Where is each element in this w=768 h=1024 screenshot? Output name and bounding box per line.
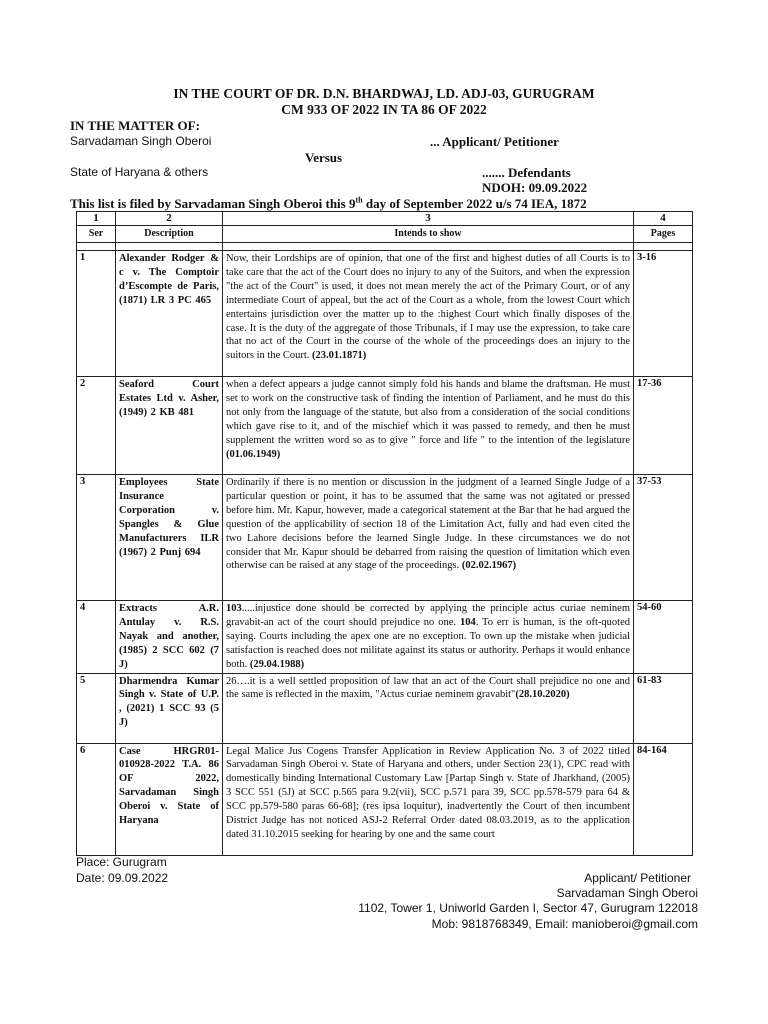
row-description: Employees State Insurance Corporation v. Spangles & Glue Manufacturers ILR (1967) 2 Punj 694 <box>116 475 223 601</box>
row-pages: 37-53 <box>634 475 693 601</box>
filing-statement: This list is filed by Sarvadaman Singh Oberoi this 9th day of September 2022 u/s 74 IEA, 1872 <box>70 195 587 211</box>
footer-date: Date: 09.09.2022 <box>76 871 169 885</box>
row-date: (01.06.1949) <box>226 448 281 460</box>
column-header-intent: Intends to show <box>223 226 634 243</box>
row-ser: 2 <box>77 377 116 475</box>
column-number-row <box>77 212 693 226</box>
footer-role: Applicant/ Petitioner <box>584 871 691 885</box>
spacer-row <box>77 243 693 251</box>
table-row <box>77 377 693 475</box>
row-date: (02.02.1967) <box>459 560 517 572</box>
row-ser: 6 <box>77 743 116 855</box>
row-ser: 4 <box>77 601 116 674</box>
row-description: Case HRGR01-010928-2022 T.A. 86 OF 2022, Sarvadaman Singh Oberoi v. State of Haryana <box>116 743 223 855</box>
case-number: CM 933 OF 2022 IN TA 86 OF 2022 <box>281 102 487 117</box>
row-ser: 5 <box>77 673 116 743</box>
column-header-ser: Ser <box>77 226 116 243</box>
table-row <box>77 475 693 601</box>
table-row <box>77 673 693 743</box>
matter-label: IN THE MATTER OF: <box>70 118 200 133</box>
row-ser: 1 <box>77 251 116 377</box>
column-number: 2 <box>116 212 223 226</box>
row-date: (29.04.1988) <box>247 658 305 670</box>
column-header-pages: Pages <box>634 226 693 243</box>
defendant-role: ....... Defendants <box>482 165 571 180</box>
documents-table <box>76 211 693 856</box>
row-date: (23.01.1871) <box>309 350 367 362</box>
row-pages: 84-164 <box>634 743 693 855</box>
footer-contact: Mob: 9818768349, Email: manioberoi@gmail.com <box>431 917 698 931</box>
footer-place: Place: Gurugram <box>76 855 167 869</box>
row-description: Dharmendra Kumar Singh v. State of U.P. , (2021) 1 SCC 93 (5 J) <box>116 673 223 743</box>
versus-label: Versus <box>305 150 343 165</box>
row-description: Seaford Court Estates Ltd v. Asher, (1949) 2 KB 481 <box>116 377 223 475</box>
row-date: (28.10.2020) <box>515 689 570 701</box>
column-number: 3 <box>223 212 634 226</box>
footer-name: Sarvadaman Singh Oberoi <box>556 886 698 900</box>
defendant-name: State of Haryana & others <box>70 165 209 179</box>
row-pages: 3-16 <box>634 251 693 377</box>
row-intent: Ordinarily if there is no mention or discussion in the judgment of a learned Single Judge of a particular question or point, it has to be assumed that the same was not agitated or pressed before him. Mr. Kapur, however, made a categorical statement at the Bar that he had argued the question of the applicability of section 18 of the Limitation Act, fully and had even cited the two Lahore decisions before the learned Single Judge. In these circumstances we do not consider that Mr. Kapur should be debarred from raising the question of limitation which even otherwise can be raised at any stage of the proceedings. (02.02.1967) <box>223 475 634 601</box>
table-row <box>77 251 693 377</box>
column-number: 4 <box>634 212 693 226</box>
row-pages: 17-36 <box>634 377 693 475</box>
row-pages: 61-83 <box>634 673 693 743</box>
row-intent: 103.....injustice done should be corrected by applying the principle actus curiae neminem gravabit-an act of the court should prejudice no one. 104. To err is human, is the oft-quoted saying. Courts including the apex one are no exception. To own up the mistake when judicial satisfaction is reached does not militate against its status or authority. Perhaps it would enhance both. (29.04.1988) <box>223 601 634 674</box>
row-description: Alexander Rodger & c v. The Comptoir d’Escompte de Paris, (1871) LR 3 PC 465 <box>116 251 223 377</box>
table-row <box>77 601 693 674</box>
row-intent: when a defect appears a judge cannot simply fold his hands and blame the draftsman. He must set to work on the constructive task of finding the intention of Parliament, and he must do this not only from the language of the statute, but also from a consideration of the social conditions which gave rise to it, and of the mischief which it was passed to remedy, and then he must supplement the written word so as to give " force and life " to the intention of the legislature (01.06.1949) <box>223 377 634 475</box>
ndoh-date: NDOH: 09.09.2022 <box>482 180 588 195</box>
row-intent: Now, their Lordships are of opinion, that one of the first and highest duties of all Courts is to take care that the act of the Court does no injury to any of the Suitors, and when the expression "the act of the Court" is used, it does not mean merely the act of the Primary Court, or of any intermediate Court of appeal, but the act of the Court as a whole, from the lowest Court which entertains jurisdiction over the matter up to the :highest Court which finally disposes of the case. It is the duty of the aggregate of those Tribunals, if I may use the expression, to take care that no act of the Court in the course of the whole of the proceedings does an injury to the suitors in the Court. (23.01.1871) <box>223 251 634 377</box>
row-description: Extracts A.R. Antulay v. R.S. Nayak and another, (1985) 2 SCC 602 (7 J) <box>116 601 223 674</box>
row-intent: 26….it is a well settled proposition of law that an act of the Court shall prejudice no one and the same is reflected in the maxim, "Actus curiae neminem gravabit"(28.10.2020) <box>223 673 634 743</box>
row-pages: 54-60 <box>634 601 693 674</box>
row-intent: Legal Malice Jus Cogens Transfer Application in Review Application No. 3 of 2022 titled Sarvadaman Singh Oberoi v. State of Haryana and others, under Section 23(1), CPC read with domestically binding International Customary Law [Partap Singh v. State of Jharkhand, (2005) 3 SCC 551 (5J) at SCC p.565 para 9.2(vii), SCC p.571 para 39, SCC pp.578-579 para 64 & SCC pp.579-580 paras 66-68]; (res ipsa loquitur), inadvertently the Court of then incumbent District Judge has not noticed ASJ-2 Referral Order dated 08.03.2019, as to the application dated 31.10.2015 seeking for hearing by one and the same court <box>223 743 634 855</box>
court-title: IN THE COURT OF DR. D.N. BHARDWAJ, LD. ADJ-03, GURUGRAM <box>173 86 595 101</box>
table-row <box>77 743 693 855</box>
column-header-row <box>77 226 693 243</box>
column-number: 1 <box>77 212 116 226</box>
row-ser: 3 <box>77 475 116 601</box>
footer-address: 1102, Tower 1, Uniworld Garden I, Sector 47, Gurugram 122018 <box>358 901 698 915</box>
applicant-role: ... Applicant/ Petitioner <box>430 134 559 149</box>
column-header-description: Description <box>116 226 223 243</box>
applicant-name: Sarvadaman Singh Oberoi <box>70 134 212 148</box>
